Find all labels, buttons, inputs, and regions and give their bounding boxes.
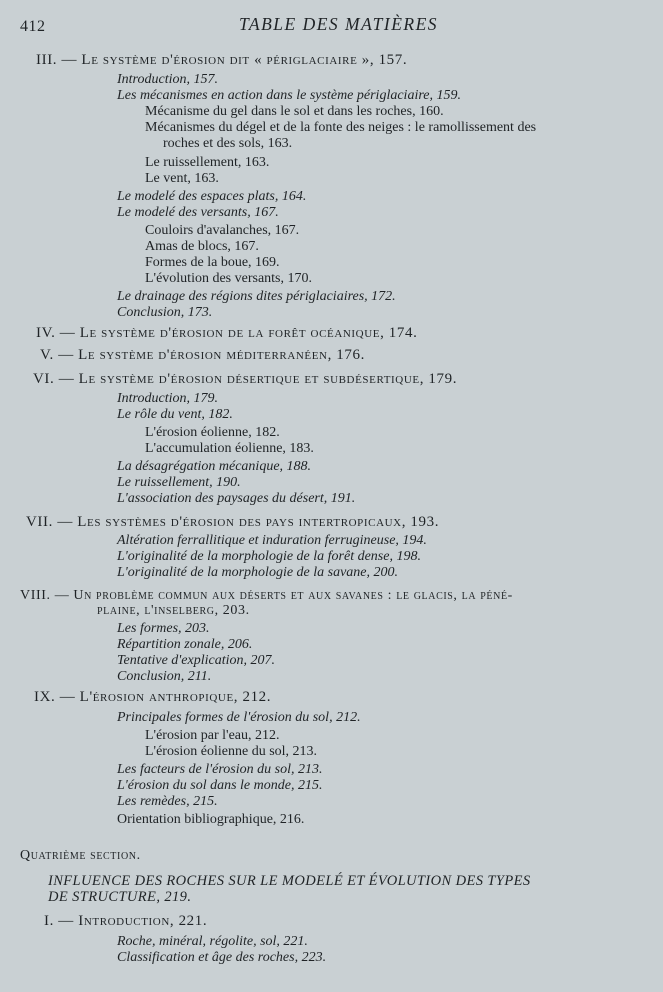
- toc-entry: Tentative d'explication, 207.: [117, 653, 276, 668]
- section-title: INFLUENCE DES ROCHES SUR LE MODELÉ ET ÉVOLUTION DES TYPES: [48, 873, 531, 889]
- toc-entry: Le modelé des espaces plats, 164.: [117, 189, 307, 204]
- chapter-heading: IV. — Le système d'érosion de la forêt océanique, 174.: [36, 325, 418, 341]
- section-title-continued: DE STRUCTURE, 219.: [48, 889, 192, 905]
- toc-entry: Introduction, 179.: [117, 391, 218, 406]
- toc-subentry: Le ruissellement, 163.: [145, 155, 270, 170]
- toc-entry: Le ruissellement, 190.: [117, 475, 241, 490]
- chapter-heading: IX. — L'érosion anthropique, 212.: [34, 689, 272, 705]
- chapter-heading-continued: plaine, l'inselberg, 203.: [97, 603, 250, 618]
- toc-entry: Roche, minéral, régolite, sol, 221.: [117, 934, 308, 949]
- toc-subentry-continued: roches et des sols, 163.: [163, 136, 293, 151]
- toc-entry: Répartition zonale, 206.: [117, 637, 253, 652]
- toc-entry: Les formes, 203.: [117, 621, 210, 636]
- toc-entry: Les mécanismes en action dans le système périglaciaire, 159.: [117, 88, 461, 103]
- toc-entry: La désagrégation mécanique, 188.: [117, 459, 312, 474]
- toc-subentry: L'érosion éolienne du sol, 213.: [145, 744, 318, 759]
- chapter-heading: III. — Le système d'érosion dit « périglaciaire », 157.: [36, 52, 408, 68]
- toc-entry: Conclusion, 173.: [117, 305, 213, 320]
- toc-entry: L'association des paysages du désert, 191.: [117, 491, 356, 506]
- chapter-heading: VIII. — Un problème commun aux déserts et aux savanes : le glacis, la péné-: [20, 588, 513, 603]
- toc-subentry: L'érosion éolienne, 182.: [145, 425, 280, 440]
- toc-subentry: L'accumulation éolienne, 183.: [145, 441, 314, 456]
- toc-entry: L'érosion du sol dans le monde, 215.: [117, 778, 323, 793]
- toc-entry: Les facteurs de l'érosion du sol, 213.: [117, 762, 323, 777]
- toc-entry: Introduction, 157.: [117, 72, 218, 87]
- toc-subentry: Mécanismes du dégel et de la fonte des neiges : le ramollissement des: [145, 120, 537, 135]
- toc-entry: Conclusion, 211.: [117, 669, 212, 684]
- toc-subentry: Couloirs d'avalanches, 167.: [145, 223, 300, 238]
- page-title: TABLE DES MATIÈRES: [238, 14, 439, 34]
- toc-subentry: L'évolution des versants, 170.: [145, 271, 312, 286]
- toc-subentry: Le vent, 163.: [145, 171, 219, 186]
- chapter-heading: V. — Le système d'érosion méditerranéen, 176.: [40, 347, 365, 363]
- toc-entry: Altération ferrallitique et induration ferrugineuse, 194.: [117, 533, 427, 548]
- toc-entry: Les remèdes, 215.: [117, 794, 218, 809]
- chapter-heading: VI. — Le système d'érosion désertique et subdésertique, 179.: [33, 371, 458, 387]
- page-number: 412: [20, 18, 46, 35]
- toc-entry: Classification et âge des roches, 223.: [117, 950, 327, 965]
- toc-entry: L'originalité de la morphologie de la forêt dense, 198.: [117, 549, 421, 564]
- toc-entry: Orientation bibliographique, 216.: [117, 812, 305, 827]
- toc-subentry: L'érosion par l'eau, 212.: [145, 728, 280, 743]
- toc-entry: Le drainage des régions dites périglaciaires, 172.: [117, 289, 396, 304]
- chapter-heading: I. — Introduction, 221.: [44, 913, 208, 929]
- toc-subentry: Mécanisme du gel dans le sol et dans les roches, 160.: [145, 104, 444, 119]
- chapter-heading: VII. — Les systèmes d'érosion des pays intertropicaux, 193.: [26, 514, 440, 530]
- section-label: Quatrième section.: [20, 848, 141, 863]
- toc-subentry: Amas de blocs, 167.: [145, 239, 259, 254]
- toc-subentry: Formes de la boue, 169.: [145, 255, 280, 270]
- toc-entry: L'originalité de la morphologie de la savane, 200.: [117, 565, 399, 580]
- toc-entry: Le rôle du vent, 182.: [117, 407, 233, 422]
- toc-entry: Principales formes de l'érosion du sol, 212.: [117, 710, 361, 725]
- toc-entry: Le modelé des versants, 167.: [117, 205, 279, 220]
